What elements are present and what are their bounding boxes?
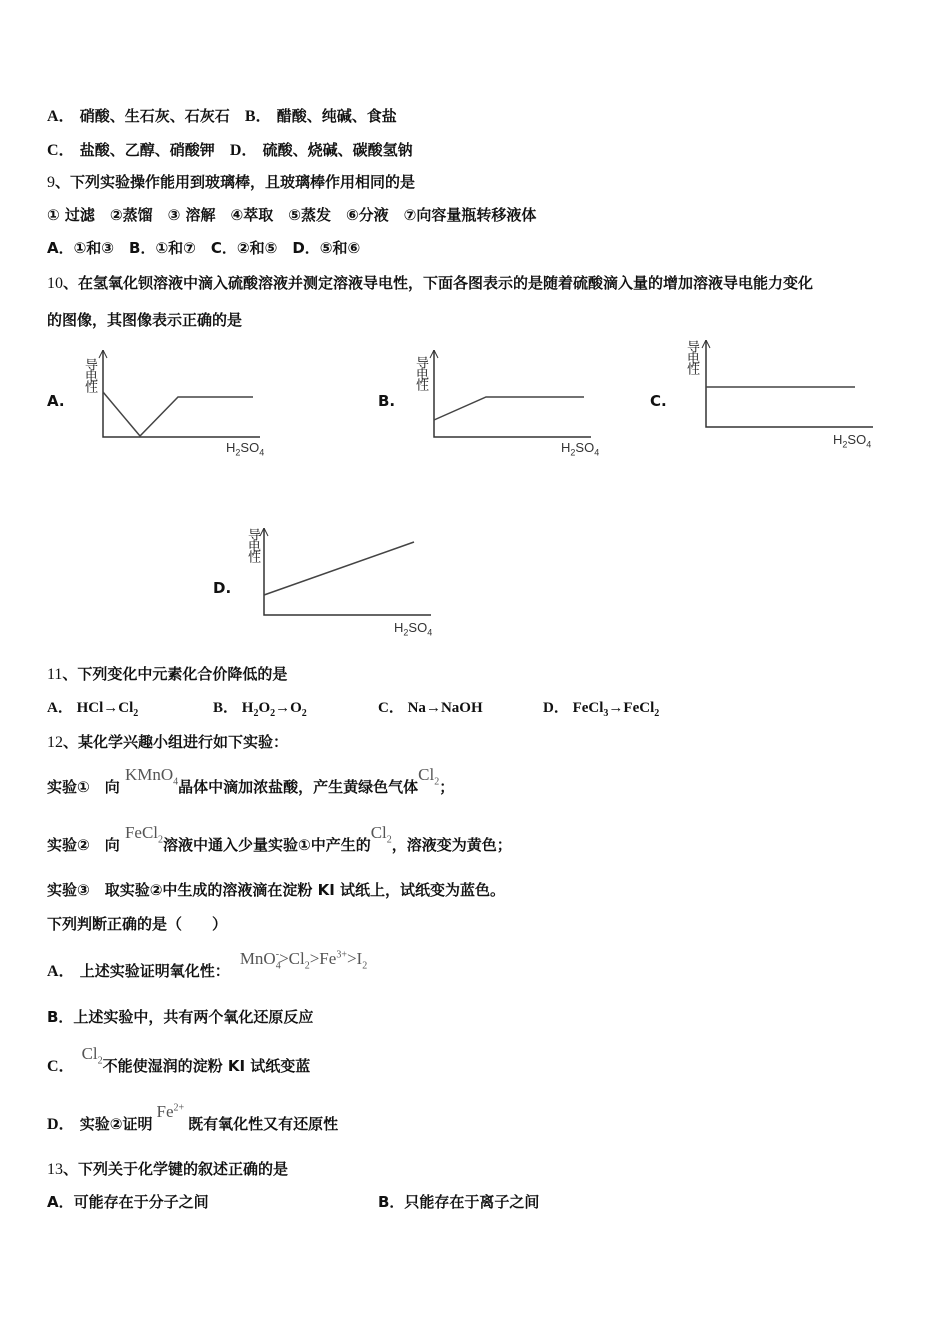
option-text: 硝酸、生石灰、石灰石 xyxy=(79,107,230,125)
x-axis-label: $H_2SO_4$ xyxy=(833,432,872,450)
q13-option-a: A．可能存在于分子之间 xyxy=(47,1193,209,1211)
q9-stem xyxy=(47,171,415,192)
curve-d xyxy=(264,542,414,595)
label: D． xyxy=(229,142,258,159)
label: A． xyxy=(47,108,75,125)
y-axis-label: 导电性 xyxy=(82,358,97,391)
question-number: 10 xyxy=(47,275,63,292)
y-axis-label: 导电性 xyxy=(245,528,260,561)
label: B． xyxy=(244,108,272,125)
q12-stem xyxy=(47,731,288,752)
stem: 、某化学兴趣小组进行如下实验： xyxy=(63,733,289,751)
option-c: C．②和⑤ xyxy=(210,239,278,257)
q10-stem-line2: 的图像，其图像表示正确的是 xyxy=(47,311,243,329)
q13-stem xyxy=(47,1158,288,1179)
q11-stem xyxy=(47,663,287,684)
graph-c-label: C. xyxy=(650,392,667,410)
question-number: 13 xyxy=(47,1161,63,1178)
curve-a xyxy=(103,392,253,436)
q11-option-b: B． $H_2O_2\to O_2$ xyxy=(213,700,307,719)
option-d: D．⑤和⑥ xyxy=(292,239,361,257)
stem: 、下列关于化学键的叙述正确的是 xyxy=(63,1160,289,1178)
option-text: 盐酸、乙醇、硝酸钾 xyxy=(79,141,215,159)
option-a: A．①和③ xyxy=(47,239,115,257)
graph-d xyxy=(256,528,436,618)
q12-option-c: C． $Cl_2$不能使湿润的淀粉 KI 试纸变蓝 xyxy=(47,1044,311,1075)
label: C． xyxy=(47,142,75,159)
graph-b xyxy=(426,350,596,440)
q8-options-ab xyxy=(47,103,397,126)
q10-stem-line1 xyxy=(47,272,813,293)
stem: 、下列实验操作能用到玻璃棒，且玻璃棒作用相同的是 xyxy=(55,173,416,191)
curve-b xyxy=(434,397,584,420)
q12-experiment-1: 实验① 向 KMnO$_4$晶体中滴加浓盐酸，产生黄绿色气体$Cl_2$； xyxy=(47,765,455,796)
q12-option-a: A． 上述实验证明氧化性：$MnO_4^->Cl_2>Fe^{3+}>I_2$ xyxy=(47,949,368,980)
graph-a-label: A. xyxy=(47,392,65,410)
y-axis-label: 导电性 xyxy=(684,340,699,373)
option-text: 醋酸、纯碱、食盐 xyxy=(276,107,397,125)
q12-experiment-2: 实验② 向 FeCl$_2$溶液中通入少量实验①中产生的$Cl_2$，溶液变为黄色； xyxy=(47,823,512,854)
option-text: 硫酸、烧碱、碳酸氢钠 xyxy=(262,141,413,159)
q11-option-d: D． FeCl$_3$→FeCl$_2$ xyxy=(543,700,660,719)
option-b: B．①和⑦ xyxy=(129,239,196,257)
x-axis-label: $H_2SO_4$ xyxy=(561,440,600,458)
graph-c xyxy=(698,340,878,430)
q11-option-a: A． $HCl\to Cl_2$ xyxy=(47,700,139,719)
q9-items: ① 过滤 ②蒸馏 ③ 溶解 ④萃取 ⑤蒸发 ⑥分液 ⑦向容量瓶转移液体 xyxy=(47,206,537,224)
graph-a xyxy=(95,350,265,440)
graph-b-label: B. xyxy=(378,392,396,410)
q12-question: 下列判断正确的是（ ） xyxy=(47,915,228,933)
stem: 、下列变化中元素化合价降低的是 xyxy=(62,665,288,683)
q12-experiment-3: 实验③ 取实验②中生成的溶液滴在淀粉 KI 试纸上，试纸变为蓝色。 xyxy=(47,881,506,899)
question-number: 12 xyxy=(47,734,63,751)
q9-options xyxy=(47,237,360,258)
q8-options-cd xyxy=(47,137,413,160)
question-number: 11 xyxy=(47,666,63,683)
y-axis-label: 导电性 xyxy=(413,356,428,389)
q12-option-d: D． 实验②证明$Fe^{2+}$既有氧化性又有还原性 xyxy=(47,1102,339,1133)
graph-d-label: D. xyxy=(213,579,232,597)
q12-option-b: B．上述实验中，共有两个氧化还原反应 xyxy=(47,1008,314,1026)
question-number: 9 xyxy=(47,174,55,191)
x-axis-label: $H_2SO_4$ xyxy=(226,440,265,458)
stem: 、在氢氧化钡溶液中滴入硫酸溶液并测定溶液导电性，下面各图表示的是随着硫酸滴入量的增加溶液导电能力变化 xyxy=(63,274,814,292)
x-axis-label: $H_2SO_4$ xyxy=(394,620,433,638)
q13-option-b: B．只能存在于离子之间 xyxy=(378,1193,540,1211)
q11-option-c: C． Na→NaOH xyxy=(378,700,483,716)
